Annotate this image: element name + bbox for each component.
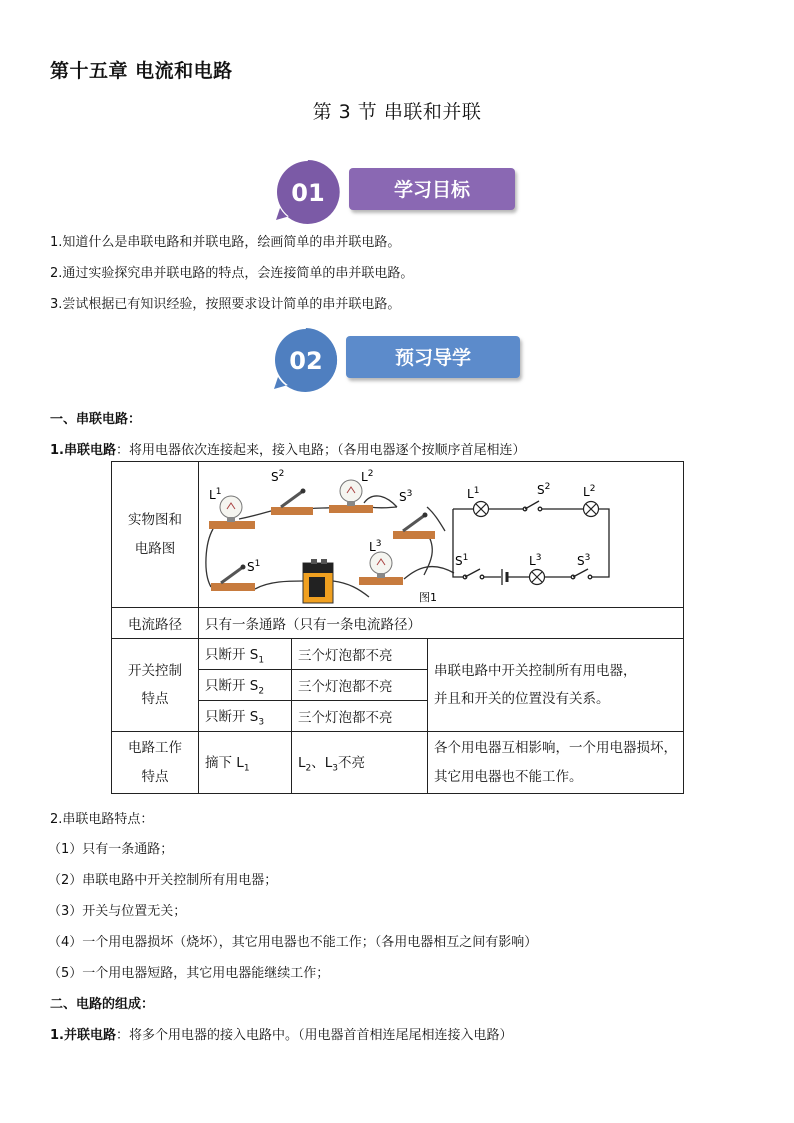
work-summary-line1: 各个用电器互相影响，一个用电器损坏， bbox=[434, 740, 677, 757]
circuit-figure bbox=[199, 463, 683, 607]
label-L1-photo: $L^1$ bbox=[209, 486, 222, 502]
table-row-switch-1 bbox=[112, 639, 684, 670]
row-label-work-line2: 特点 bbox=[141, 768, 169, 785]
label-S3-schematic: $S^3$ bbox=[577, 552, 591, 568]
badge-01 bbox=[272, 156, 522, 226]
part1-def-text: ：将用电器依次连接起来，接入电路；（各用电器逐个按顺序首尾相连） bbox=[115, 443, 526, 458]
row-label-switch-line1: 开关控制 bbox=[128, 662, 182, 679]
row-label-work-line1: 电路工作 bbox=[128, 740, 182, 757]
badge-01-label: 学习目标 bbox=[393, 179, 471, 201]
switch-S2 bbox=[271, 488, 313, 515]
label-S2-schematic: $S^2$ bbox=[537, 481, 551, 497]
feature-4: （4）一个用电器损坏（烧坏），其它用电器也不能工作；（各用电器相互之间有影响） bbox=[48, 935, 538, 950]
switch-summary-line1: 串联电路中开关控制所有用电器， bbox=[434, 662, 637, 679]
label-S2-photo: $S^2$ bbox=[271, 468, 285, 484]
label-S1-photo: $S^1$ bbox=[247, 558, 261, 574]
label-L3-photo: $L^3$ bbox=[369, 538, 382, 554]
switch-action-2: 只断开 $S_2$ bbox=[199, 670, 292, 701]
row-label-switch-line2: 特点 bbox=[141, 691, 169, 707]
work-summary bbox=[428, 732, 684, 794]
row-label-path: 电流路径 bbox=[112, 608, 199, 639]
part2-definition bbox=[50, 1024, 513, 1043]
figure-cell bbox=[199, 462, 684, 608]
row-label-figure-line1: 实物图和 bbox=[128, 512, 182, 529]
feature-3: （3）开关与位置无关； bbox=[48, 904, 187, 919]
badge-02-number: 02 bbox=[289, 347, 323, 375]
part1-definition bbox=[50, 439, 526, 458]
label-S1-schematic: $S^1$ bbox=[455, 552, 469, 568]
feature-2: （2）串联电路中开关控制所有用电器； bbox=[48, 873, 278, 888]
row-label-figure bbox=[112, 462, 199, 608]
label-L2-photo: $L^2$ bbox=[361, 468, 374, 484]
schematic-battery bbox=[502, 569, 507, 585]
part2-heading: 二、电路的组成： bbox=[50, 997, 155, 1012]
label-L1-schematic: $L^1$ bbox=[467, 485, 480, 501]
features-title: 2.串联电路特点： bbox=[50, 812, 154, 827]
label-L2-schematic: $L^2$ bbox=[583, 483, 596, 499]
table-row-path bbox=[112, 608, 684, 639]
objective-2: 2.通过实验探究串并联电路的特点，会连接简单的串并联电路。 bbox=[50, 266, 414, 281]
bulb-L3 bbox=[359, 552, 403, 585]
switch-S3 bbox=[393, 512, 435, 539]
work-result: $L_2$、$L_3$不亮 bbox=[292, 732, 428, 794]
badge-02 bbox=[268, 325, 528, 395]
switch-action-3: 只断开 $S_3$ bbox=[199, 701, 292, 732]
part1-heading: 一、串联电路： bbox=[50, 412, 142, 427]
path-value: 只有一条通路（只有一条电流路径） bbox=[199, 608, 684, 639]
table-row-figure bbox=[112, 462, 684, 608]
series-circuit-table bbox=[111, 461, 684, 794]
badge-01-number: 01 bbox=[291, 179, 325, 207]
row-label-work bbox=[112, 732, 199, 794]
figure-caption: 图1 bbox=[419, 590, 437, 604]
table-row-work bbox=[112, 732, 684, 794]
switch-summary bbox=[428, 639, 684, 732]
objective-1: 1.知道什么是串联电路和并联电路，绘画简单的串并联电路。 bbox=[50, 235, 401, 250]
section-title: 第 3 节 串联和并联 bbox=[312, 101, 482, 123]
switch-result-3: 三个灯泡都不亮 bbox=[292, 701, 428, 732]
feature-1: （1）只有一条通路； bbox=[48, 842, 174, 857]
badge-02-label: 预习导学 bbox=[394, 347, 472, 369]
row-label-figure-line2: 电路图 bbox=[134, 540, 176, 557]
label-L3-schematic: $L^3$ bbox=[529, 552, 542, 568]
work-summary-line2: 其它用电器也不能工作。 bbox=[434, 768, 583, 785]
switch-summary-line2: 并且和开关的位置没有关系。 bbox=[434, 691, 610, 707]
part2-def-text: ：将多个用电器的接入电路中。（用电器首首相连尾尾相连接入电路） bbox=[115, 1028, 513, 1043]
objective-3: 3.尝试根据已有知识经验，按照要求设计简单的串并联电路。 bbox=[50, 297, 401, 312]
bulb-L1 bbox=[209, 496, 255, 529]
feature-5: （5）一个用电器短路，其它用电器能继续工作； bbox=[48, 966, 330, 981]
work-action: 摘下 $L_1$ bbox=[199, 732, 292, 794]
part2-def-label: 1.并联电路 bbox=[50, 1028, 116, 1043]
bulb-L2 bbox=[329, 480, 373, 513]
switch-result-2: 三个灯泡都不亮 bbox=[292, 670, 428, 701]
row-label-switch bbox=[112, 639, 199, 732]
part1-def-label: 1.串联电路 bbox=[50, 443, 116, 458]
switch-action-1: 只断开 $S_1$ bbox=[199, 639, 292, 670]
battery bbox=[303, 559, 333, 603]
schematic-lamps bbox=[474, 501, 599, 584]
label-S3-photo: $S^3$ bbox=[399, 488, 413, 504]
chapter-title: 第十五章 电流和电路 bbox=[50, 60, 233, 82]
switch-result-1: 三个灯泡都不亮 bbox=[292, 639, 428, 670]
